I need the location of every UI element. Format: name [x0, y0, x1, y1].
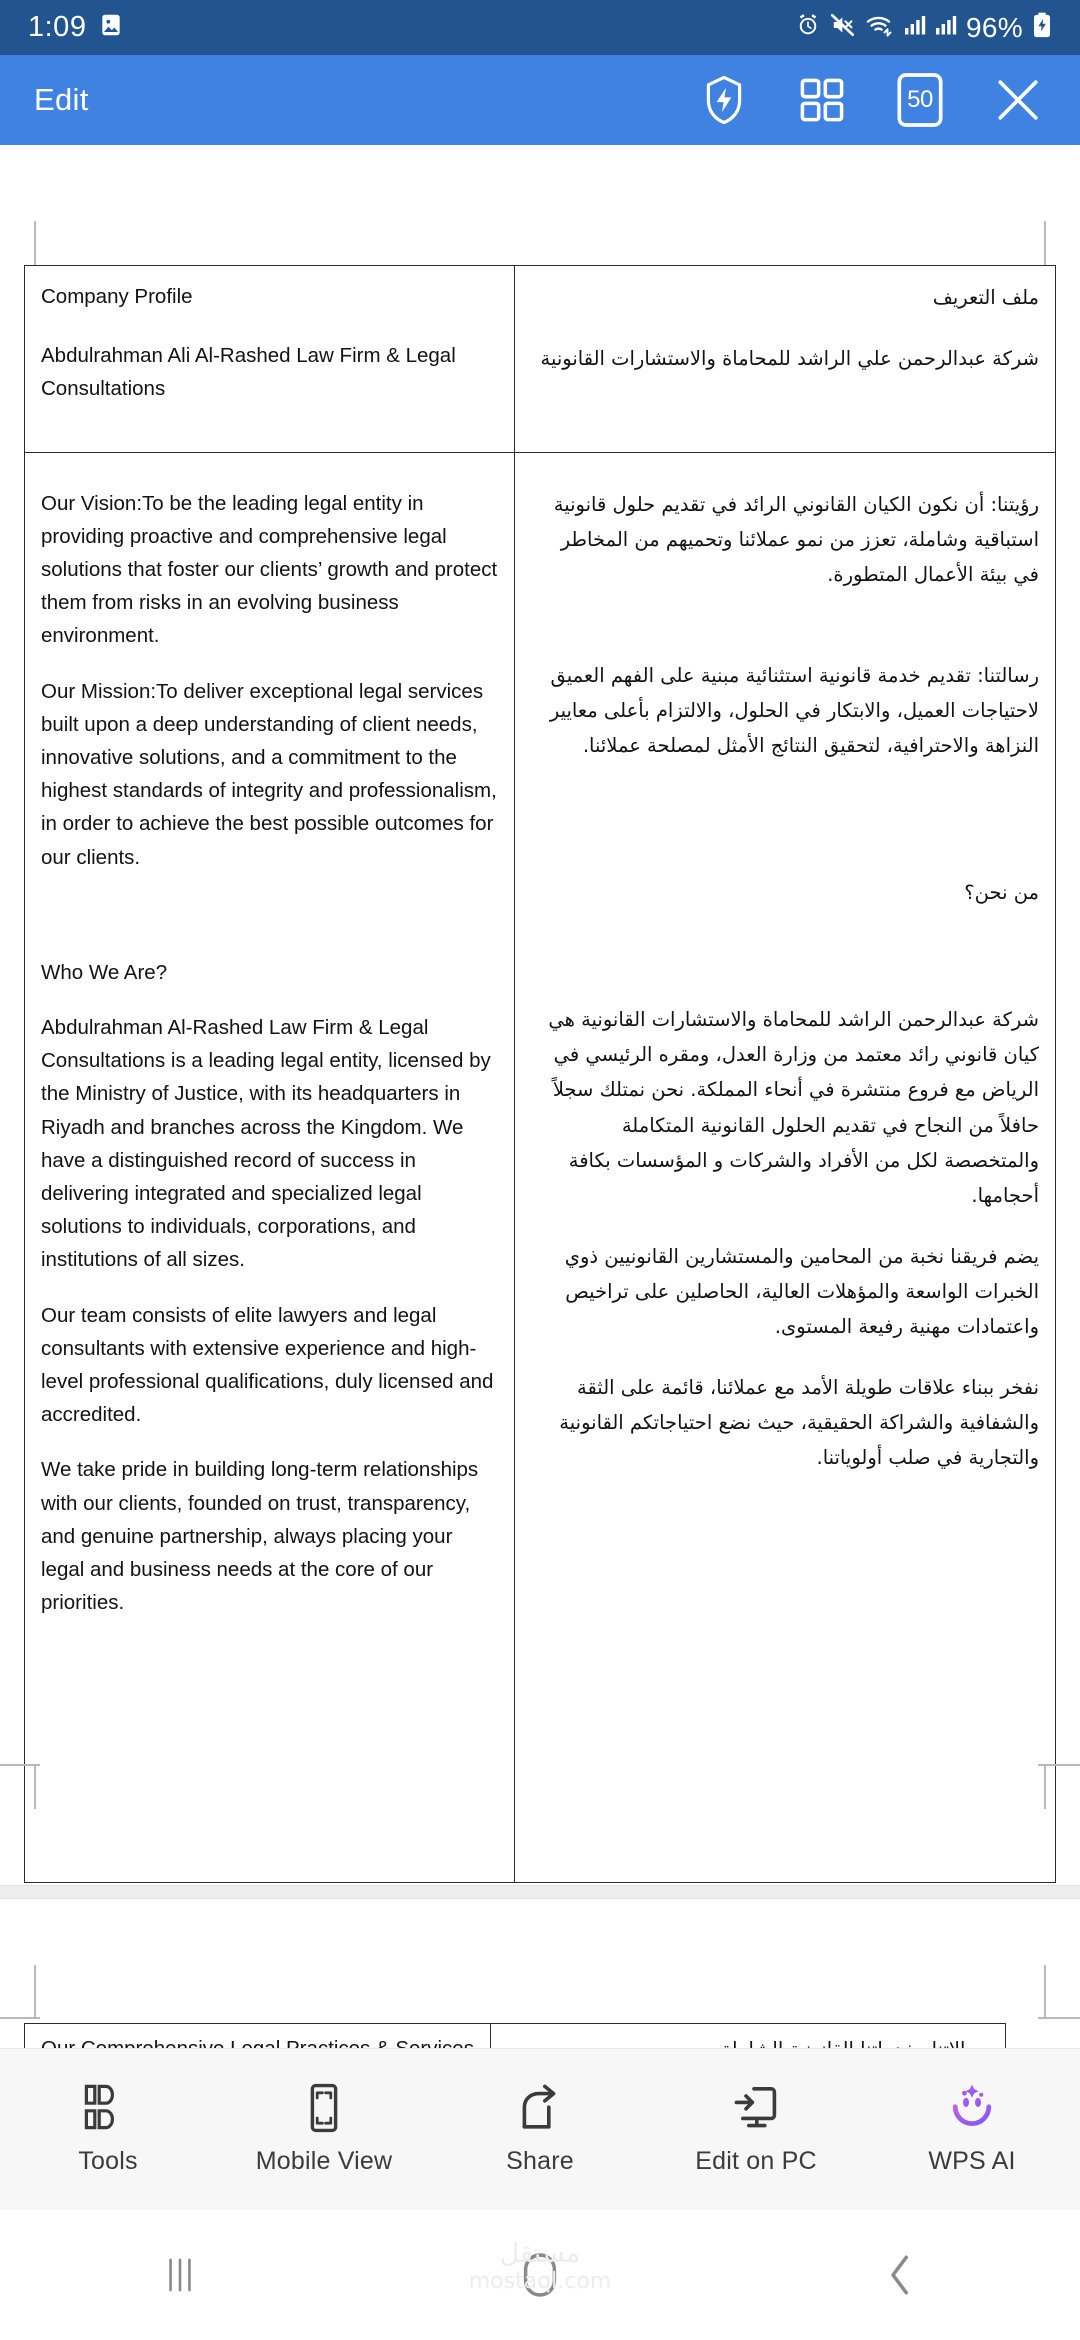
crop-mark: [1038, 2017, 1080, 2019]
cell-en-body: [25, 452, 515, 1882]
crop-mark: [1044, 1765, 1046, 1809]
mobile-view-icon: [298, 2083, 350, 2133]
signal-icon: [935, 12, 957, 43]
system-navigation-bar: [0, 2210, 1080, 2340]
home-button[interactable]: [360, 2251, 720, 2299]
spacer: [531, 789, 1039, 875]
page-count-label: 50: [907, 86, 933, 113]
nav-label-share: Share: [506, 2147, 574, 2175]
crop-mark: [34, 1965, 36, 2017]
who-we-are-heading-ar: من نحن؟: [964, 881, 1039, 905]
who-we-are-paragraph-1: Abdulrahman Al-Rashed Law Firm & Legal Consultations is a leading legal entity, licensed by the Ministry of Justice, with its headquarters in Riyadh and branches across the Kingdom. We have a distinguished record of success in delivering integrated and specialized legal solutions to individuals, corporations, and institutions of all sizes.: [41, 1016, 491, 1272]
toolbar-actions: [696, 72, 1046, 128]
recents-button[interactable]: [0, 2254, 360, 2296]
image-icon: [98, 12, 124, 43]
alarm-icon: [795, 12, 821, 43]
bottom-nav-bar: [0, 2048, 1080, 2210]
cell-ar-body: [514, 452, 1055, 1882]
table-row: [25, 266, 1056, 453]
nav-label-edit-on-pc: Edit on PC: [695, 2147, 817, 2175]
spacer: [531, 618, 1039, 658]
nav-item-wps-ai[interactable]: [864, 2083, 1080, 2176]
page-separator: [0, 1885, 1080, 1899]
nav-label-mobile-view: Mobile View: [255, 2147, 393, 2175]
spacer: [41, 896, 498, 956]
nav-item-mobile-view[interactable]: [216, 2083, 432, 2176]
battery-charging-icon: [1032, 12, 1052, 43]
company-profile-title-ar: ملف التعريف: [932, 286, 1039, 309]
who-we-are-paragraph-3-ar: نفخر ببناء علاقات طويلة الأمد مع عملائنا، قائمة على الثقة والشفافية والشراكة الحقيقية، حيث نضع احتياجاتكم القانونية والتجارية في صلب أولوياتنا.: [559, 1376, 1039, 1470]
cell-en-header: [25, 266, 515, 453]
who-we-are-paragraph-2-ar: يضم فريقنا نخبة من المحامين والمستشارين القانونيين ذوي الخبرات الواسعة والمؤهلات العالية، الحاصلين على تراخيص واعتمادات مهنية رفيعة المستوى.: [564, 1244, 1039, 1339]
crop-mark: [34, 221, 36, 265]
back-button[interactable]: [720, 2251, 1080, 2299]
mute-icon: [830, 12, 856, 43]
toolbar-title: Edit: [34, 82, 89, 117]
company-profile-name-ar: شركة عبدالرحمن علي الراشد للمحاماة والاستشارات القانونية: [540, 347, 1039, 371]
status-clock: 1:09: [28, 11, 87, 43]
table-row: [25, 452, 1056, 1882]
share-icon: [514, 2083, 566, 2133]
who-we-are-paragraph-3: We take pride in building long-term relationships with our clients, founded on trust, transparency, and genuine partnership, always placing your legal and business needs at the core of our priorities.: [41, 1458, 479, 1615]
document-viewport[interactable]: [0, 145, 1080, 2048]
nav-label-tools: Tools: [78, 2147, 138, 2175]
nav-label-wps-ai: WPS AI: [928, 2147, 1016, 2175]
edit-on-pc-icon: [730, 2083, 782, 2133]
crop-mark: [1044, 1965, 1046, 2017]
crop-mark: [0, 2017, 40, 2019]
status-bar: [0, 0, 1080, 55]
spacer: [531, 936, 1039, 1002]
nav-item-share[interactable]: [432, 2083, 648, 2176]
battery-percent-label: 96%: [966, 11, 1023, 43]
wps-ai-icon: [946, 2083, 998, 2133]
mission-paragraph: Our Mission:To deliver exceptional legal services built upon a deep understanding of client needs, innovative solutions, and a commitment to the highest standards of integrity and professionalism, in order to achieve the best possible outcomes for our clients.: [41, 679, 497, 869]
company-profile-name: Abdulrahman Ali Al-Rashed Law Firm & Legal Consultations: [41, 344, 456, 401]
nav-item-edit-on-pc[interactable]: [648, 2083, 864, 2176]
crop-mark: [1038, 1764, 1080, 1766]
mission-paragraph-ar: رسالتنا: تقديم خدمة قانونية استثنائية مبنية على الفهم العميق لاحتياجات العميل، والابتكار في الحلول، والالتزام بأعلى معايير النزاهة والاحترافية، لتحقيق النتائج الأمثل لمصلحة عملائنا.: [549, 663, 1039, 758]
app-toolbar: [0, 55, 1080, 145]
wifi-icon: [865, 12, 895, 43]
nav-item-tools[interactable]: [0, 2083, 216, 2176]
profile-table: [24, 265, 1056, 1883]
crop-mark: [34, 1765, 36, 1809]
vision-paragraph-ar: رؤيتنا: أن نكون الكيان القانوني الرائد في تقديم حلول قانونية استباقية وشاملة، تعزز من نمو عملائنا وتحميهم من المخاطر في بيئة الأعمال المتطورة.: [553, 492, 1039, 586]
company-profile-title: Company Profile: [41, 285, 193, 308]
grid-view-icon[interactable]: [794, 72, 850, 128]
crop-mark: [0, 1764, 40, 1766]
cell-ar-header: [514, 266, 1055, 453]
crop-mark: [1044, 221, 1046, 265]
watermark-latin: mostaql.com: [468, 2268, 612, 2294]
who-we-are-paragraph-2: Our team consists of elite lawyers and legal consultants with extensive experience and high-level professional qualifications, duly licensed and accredited.: [41, 1303, 494, 1427]
who-we-are-heading: Who We Are?: [41, 960, 168, 984]
who-we-are-paragraph-1-ar: شركة عبدالرحمن الراشد للمحاماة والاستشارات القانونية هي كيان قانوني رائد معتمد من وزارة العدل، ومقره الرئيسي في الرياض مع فروع منتشرة في أنحاء المملكة. نحن نمتلك سجلاً حافلاً من النجاح في تقديم الحلول القانونية المتكاملة والمتخصصة لكل من الأفراد والشركات و المؤسسات بكافة أحجامها.: [548, 1008, 1039, 1207]
close-icon[interactable]: [990, 72, 1046, 128]
document-page-1: [0, 145, 1080, 1880]
page-count-icon[interactable]: [892, 72, 948, 128]
status-bar-right: [795, 12, 1052, 44]
signal-icon: [904, 12, 926, 43]
tools-icon: [82, 2083, 134, 2133]
watermark-arabic: مستقل: [499, 2237, 581, 2269]
vision-paragraph: Our Vision:To be the leading legal entity in providing proactive and comprehensive legal solutions that foster our clients’ growth and protect them from risks in an evolving business environment.: [41, 491, 498, 648]
quick-action-icon[interactable]: [696, 72, 752, 128]
status-bar-left: [28, 11, 124, 44]
